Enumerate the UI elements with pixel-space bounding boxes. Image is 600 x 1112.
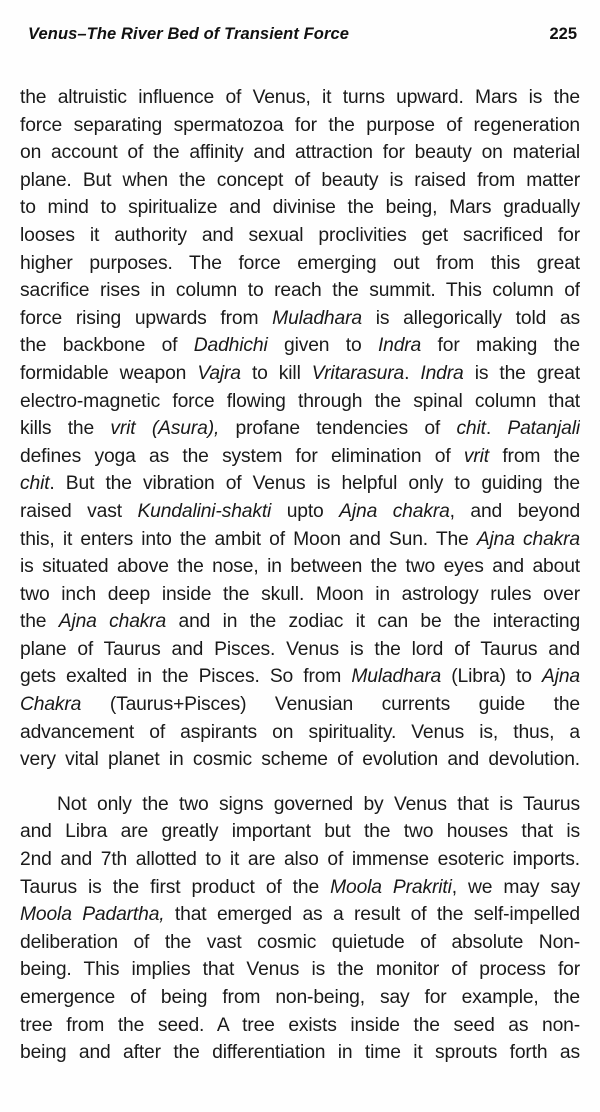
- text-line: on account of the affinity and attraction for beauty on material: [20, 142, 580, 164]
- text-line: Taurus is the first product of the Moola Prakriti, we may say: [20, 876, 580, 898]
- text-line: advancement of aspirants on spirituality. Venus is, thus, a: [20, 721, 580, 743]
- text-line: tree from the seed. A tree exists inside the seed as non-: [20, 1014, 580, 1036]
- text-line: Chakra (Taurus+Pisces) Venusian currents guide the: [20, 694, 580, 716]
- text-line: the backbone of Dadhichi given to Indra for making the: [20, 335, 580, 357]
- text-line: deliberation of the vast cosmic quietude of absolute Non-: [20, 931, 580, 953]
- text-line: this, it enters into the ambit of Moon and Sun. The Ajna chakra: [20, 528, 580, 550]
- page-body: [20, 84, 580, 1067]
- text-line: kills the vrit (Asura), profane tendencies of chit. Patanjali: [20, 418, 580, 440]
- text-line: defines yoga as the system for elimination of vrit from the: [20, 445, 580, 467]
- text-line: Moola Padartha, that emerged as a result of the self-impelled: [20, 904, 580, 926]
- text-line: gets exalted in the Pisces. So from Muladhara (Libra) to Ajna: [20, 666, 580, 688]
- text-line: plane. But when the concept of beauty is raised from matter: [20, 169, 580, 191]
- text-line: force rising upwards from Muladhara is allegorically told as: [20, 307, 580, 329]
- text-line: to mind to spiritualize and divinise the being, Mars gradually: [20, 197, 580, 219]
- text-line: and Libra are greatly important but the two houses that is: [20, 821, 580, 843]
- text-line: the altruistic influence of Venus, it turns upward. Mars is the: [20, 87, 580, 108]
- text-line: is situated above the nose, in between the two eyes and about: [20, 556, 580, 578]
- text-line: the Ajna chakra and in the zodiac it can be the interacting: [20, 611, 580, 633]
- text-line: electro-magnetic force flowing through the spinal column that: [20, 390, 580, 412]
- text-line: chit. But the vibration of Venus is helpful only to guiding the: [20, 473, 580, 495]
- text-line: looses it authority and sexual proclivities get sacrificed for: [20, 224, 580, 246]
- paragraph: [20, 84, 580, 774]
- paragraph: [20, 791, 580, 1067]
- text-line: Not only the two signs governed by Venus that is Taurus: [57, 793, 580, 815]
- page-header: [28, 25, 577, 44]
- text-line: sacrifice rises in column to reach the summit. This column of: [20, 280, 580, 302]
- text-line: emergence of being from non-being, say for example, the: [20, 987, 580, 1008]
- text-line: being. This implies that Venus is the monitor of process for: [20, 959, 580, 981]
- text-line: plane of Taurus and Pisces. Venus is the lord of Taurus and: [20, 638, 580, 660]
- text-line: force separating spermatozoa for the purpose of regeneration: [20, 114, 580, 136]
- text-line: two inch deep inside the skull. Moon in astrology rules over: [20, 583, 580, 605]
- text-line: raised vast Kundalini-shakti upto Ajna chakra, and beyond: [20, 500, 580, 522]
- text-line: higher purposes. The force emerging out from this great: [20, 252, 580, 274]
- running-title: Venus–The River Bed of Transient Force: [28, 25, 350, 43]
- page-number: 225: [549, 25, 577, 43]
- text-line: being and after the differentiation in time it sprouts forth as: [20, 1042, 580, 1064]
- text-line: 2nd and 7th allotted to it are also of immense esoteric imports.: [20, 849, 580, 871]
- text-line: very vital planet in cosmic scheme of evolution and devolution.: [20, 749, 580, 771]
- text-line: formidable weapon Vajra to kill Vritarasura. Indra is the great: [20, 362, 580, 384]
